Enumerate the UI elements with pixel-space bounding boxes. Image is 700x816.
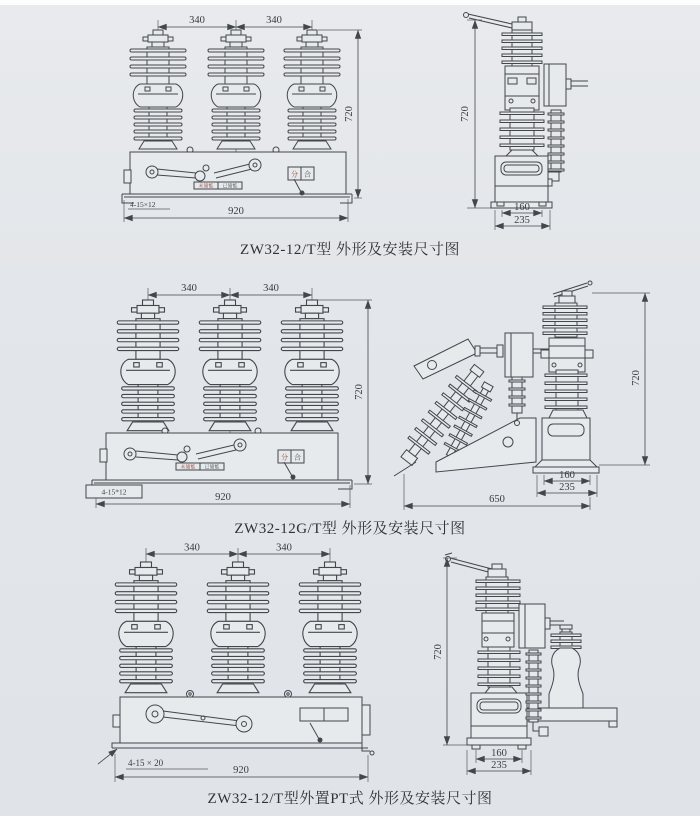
dim-pole-spacing-right: 340	[266, 15, 282, 26]
front-view	[98, 543, 374, 783]
side-view	[394, 281, 650, 510]
dim-pole-spacing-right: 340	[276, 542, 292, 554]
switch-open-label: 分	[281, 453, 288, 462]
mount-hole-label: 4-15 × 20	[128, 758, 164, 768]
dim-pole-spacing-left: 340	[181, 283, 197, 294]
dim-base-inner: 160	[491, 748, 507, 759]
pedestal	[491, 156, 552, 208]
dim-pole-spacing-right: 340	[263, 283, 279, 294]
dim-width: 920	[233, 765, 249, 776]
figure-zw32-12t	[0, 0, 700, 266]
dim-pole-spacing-left: 340	[189, 15, 205, 26]
dim-base-inner: 160	[514, 202, 530, 213]
switch-open-label: 分	[291, 170, 298, 179]
mechanism-housing	[475, 333, 549, 377]
dim-height-front: 720	[354, 384, 365, 400]
dim-width: 920	[228, 206, 244, 217]
dim-base-inner: 160	[559, 470, 575, 481]
pt-unit	[549, 625, 583, 708]
indicator-not-charged: 未储能	[180, 465, 196, 471]
mechanism-box	[112, 691, 374, 756]
figure-caption: ZW32-12/T型 外形及安装尺寸图	[240, 242, 460, 258]
mechanism-housing	[544, 64, 566, 106]
dim-pole-spacing-left: 340	[184, 542, 200, 554]
dim-base-outer: 235	[491, 760, 507, 771]
front-view	[122, 15, 362, 222]
figure-zw32-12gt-drawing	[0, 266, 700, 518]
insulator-poles	[115, 562, 361, 693]
dim-height-side: 720	[433, 644, 444, 660]
indicator-charged: 已储能	[222, 184, 238, 190]
dim-height-side: 720	[460, 106, 471, 122]
pedestal	[467, 693, 531, 749]
dim-height-side: 720	[631, 370, 642, 386]
arrester-bracket-arm	[414, 339, 477, 379]
insulator-poles	[117, 300, 343, 431]
dim-base-outer: 235	[559, 482, 575, 493]
side-view	[433, 553, 617, 775]
dim-width: 920	[215, 492, 231, 503]
indicator-charged: 已储能	[204, 465, 220, 471]
figure-zw32-12gt	[0, 266, 700, 542]
side-view	[460, 13, 588, 231]
figure-caption: ZW32-12G/T型 外形及安装尺寸图	[234, 521, 466, 537]
mechanism-box	[92, 428, 352, 489]
mount-hole-label: 4-15*12	[101, 487, 127, 497]
figure-zw32-12t-drawing	[0, 0, 700, 240]
mechanism-box	[122, 147, 352, 203]
insulator-poles	[130, 30, 340, 149]
front-view	[86, 283, 372, 508]
dim-depth: 650	[489, 494, 505, 505]
indicator-not-charged: 未储能	[198, 184, 214, 190]
figure-caption: ZW32-12/T型外置PT式 外形及安装尺寸图	[207, 791, 493, 807]
mechanism-housing	[519, 604, 545, 648]
figure-zw32-12t-pt-drawing	[0, 542, 700, 790]
mount-hole-label: 4-15×12	[130, 200, 156, 209]
figure-zw32-12t-pt	[0, 542, 700, 816]
switch-close-label: 合	[304, 170, 311, 179]
dim-base-outer: 235	[514, 215, 530, 226]
main-pole	[533, 281, 599, 473]
switch-close-label: 合	[294, 453, 301, 462]
dim-height-front: 720	[344, 106, 355, 122]
bellows	[526, 650, 548, 736]
